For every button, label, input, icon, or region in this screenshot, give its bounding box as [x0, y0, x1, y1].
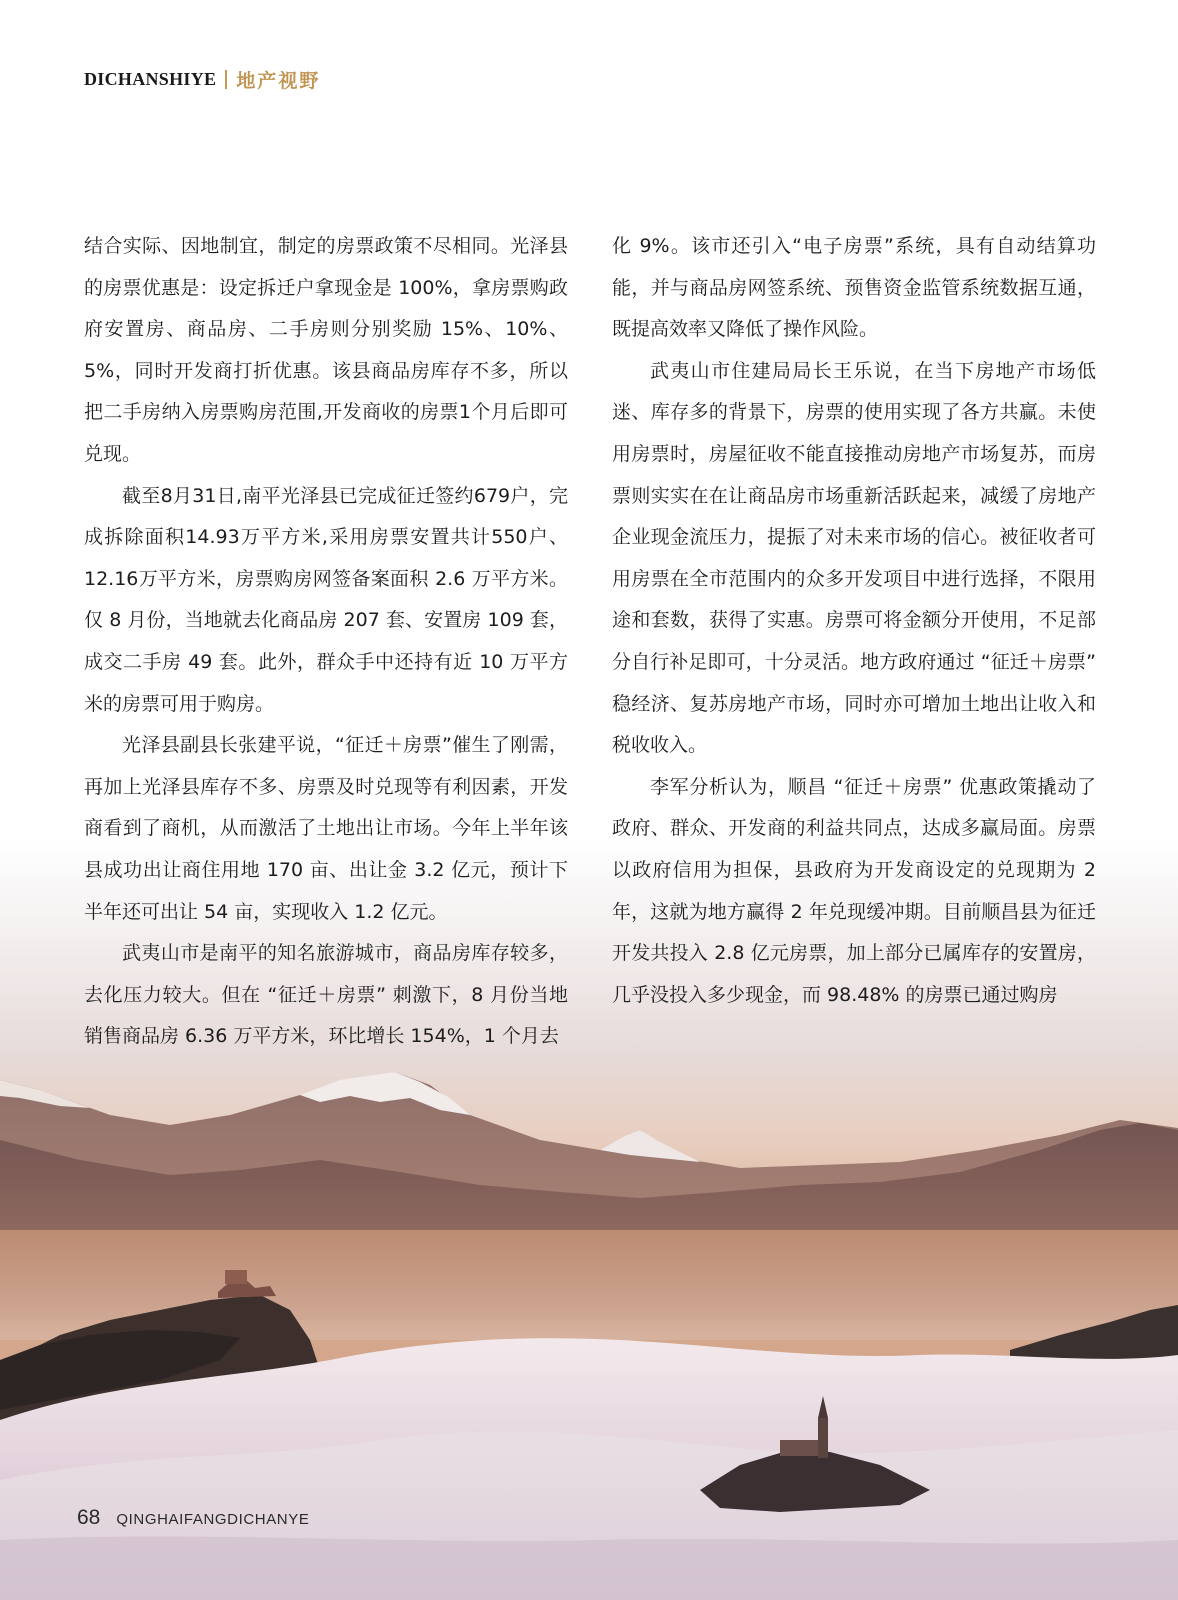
page-number: 68: [77, 1506, 101, 1529]
paragraph: 李军分析认为，顺昌 “征迁＋房票” 优惠政策撬动了政府、群众、开发商的利益共同点，达成多赢局面。房票以政府信用为担保，县政府为开发商设定的兑现期为 2 年，这就为地方赢得 2 年兑现缓冲期。目前顺昌县为征迁开发共投入 2.8 亿元房票，加上部分已属库存的安置房，几乎没投入多少现金，而 98.48% 的房票已通过购房: [612, 775, 1096, 1006]
paragraph: 截至8月31日,南平光泽县已完成征迁签约679户，完成拆除面积14.93万平方米,采用房票安置共计550户、12.16万平方米，房票购房网签备案面积 2.6 万平方米。仅 8 月份，当地就去化商品房 207 套、安置房 109 套，成交二手房 49 套。此外，群众手中还持有近 10 万平方米的房票可用于购房。: [84, 484, 568, 715]
article-column-left: [84, 226, 568, 1058]
section-title-cn: 地产视野: [236, 71, 321, 92]
paragraph: 结合实际、因地制宜，制定的房票政策不尽相同。光泽县的房票优惠是：设定拆迁户拿现金是 100%，拿房票购政府安置房、商品房、二手房则分别奖励 15%、10%、5%，同时开发商打折优惠。该县商品房库存不多，所以把二手房纳入房票购房范围,开发商收的房票1个月后即可兑现。: [84, 235, 568, 465]
magazine-section-en: DICHANSHIYE: [84, 69, 217, 89]
running-header: [84, 66, 320, 93]
paragraph: 武夷山市是南平的知名旅游城市，商品房库存较多，去化压力较大。但在 “征迁＋房票” 刺激下，8 月份当地销售商品房 6.36 万平方米，环比增长 154%，1 个月去: [84, 942, 568, 1048]
paragraph: 光泽县副县长张建平说，“征迁＋房票”催生了刚需，再加上光泽县库存不多、房票及时兑现等有利因素，开发商看到了商机，从而激活了土地出让市场。今年上半年该县成功出让商住用地 170 亩、出让金 3.2 亿元，预计下半年还可出让 54 亩，实现收入 1.2 亿元。: [84, 734, 568, 923]
article-column-right: [612, 226, 1096, 1016]
header-divider: [225, 70, 227, 89]
paragraph: 武夷山市住建局局长王乐说，在当下房地产市场低迷、库存多的背景下，房票的使用实现了各方共赢。未使用房票时，房屋征收不能直接推动房地产市场复苏，而房票则实实在在让商品房市场重新活跃起来，减缓了房地产企业现金流压力，提振了对未来市场的信心。被征收者可用房票在全市范围内的众多开发项目中进行选择，不限用途和套数，获得了实惠。房票可将金额分开使用，不足部分自行补足即可，十分灵活。地方政府通过 “征迁＋房票” 稳经济、复苏房地产市场，同时亦可增加土地出让收入和税收收入。: [612, 359, 1096, 757]
page-footer: [77, 1506, 309, 1530]
paragraph: 化 9%。该市还引入“电子房票”系统，具有自动结算功能，并与商品房网签系统、预售资金监管系统数据互通，既提高效率又降低了操作风险。: [612, 235, 1096, 341]
magazine-name: QINGHAIFANGDICHANYE: [116, 1511, 310, 1528]
